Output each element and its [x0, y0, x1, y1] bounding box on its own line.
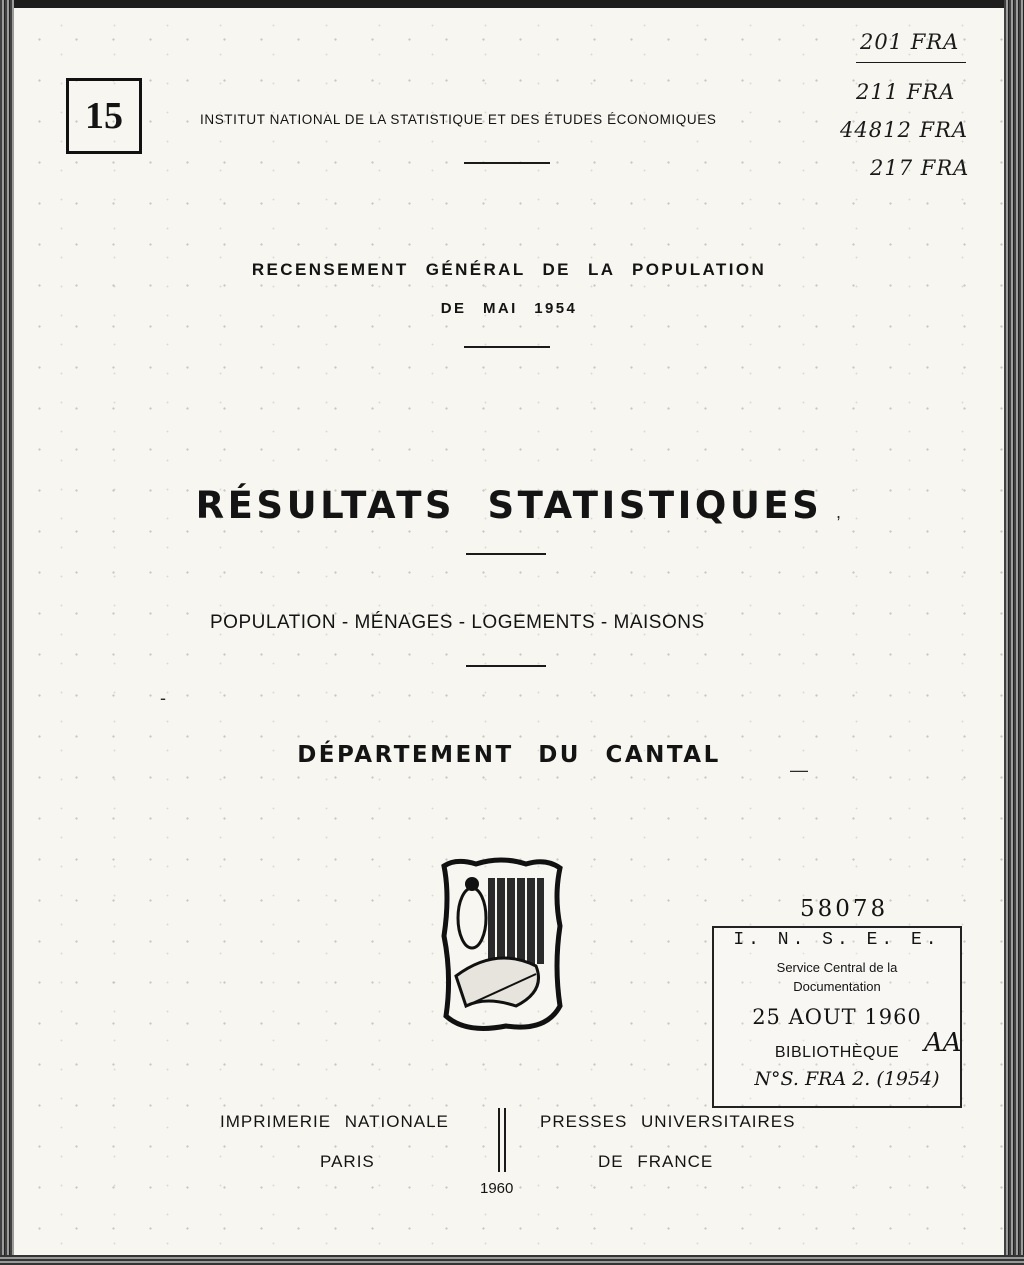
- publisher-emblem: [436, 856, 566, 1036]
- stamp-library: BIBLIOTHÈQUE: [774, 1044, 900, 1061]
- publisher-left-line2: PARIS: [320, 1152, 375, 1171]
- scan-edge-bottom: [0, 1255, 1024, 1265]
- publisher-left-line1: IMPRIMERIE NATIONALE: [220, 1112, 449, 1131]
- publisher-separator-left: [498, 1108, 500, 1172]
- scan-edge-right: [1004, 0, 1024, 1265]
- shelf-mark-4: 217 FRA: [870, 156, 970, 180]
- publisher-separator-right: [504, 1108, 506, 1172]
- stamp-initials: AA: [924, 1028, 962, 1058]
- stamp-service-line1: Service Central de la: [776, 960, 898, 975]
- shelf-mark-2: 211 FRA: [856, 80, 956, 104]
- census-title-line2: DE MAI 1954: [440, 300, 578, 317]
- stray-mark: -: [160, 688, 166, 708]
- publisher-right-line1: PRESSES UNIVERSITAIRES: [540, 1112, 796, 1131]
- stray-mark: —: [790, 760, 808, 780]
- shelf-mark-underline: [856, 62, 966, 63]
- stray-mark: ,: [836, 502, 842, 522]
- library-stamp: [712, 926, 962, 1108]
- accession-number: 58078: [800, 896, 889, 922]
- stamp-service-line2: Documentation: [793, 979, 881, 994]
- stamp-call-number: N°S. FRA 2. (1954): [754, 1068, 940, 1090]
- institute-name: INSTITUT NATIONAL DE LA STATISTIQUE ET DES ÉTUDES ÉCONOMIQUES: [200, 112, 717, 127]
- stamp-org: I. N. S. E. E.: [733, 930, 941, 950]
- subjects-line: POPULATION - MÉNAGES - LOGEMENTS - MAISONS: [210, 612, 705, 633]
- department-title: DÉPARTEMENT DU CANTAL: [297, 742, 721, 768]
- divider-1: [464, 162, 550, 164]
- department-number: 15: [85, 95, 123, 137]
- stamp-date: 25 AOUT 1960: [752, 1005, 922, 1029]
- census-title-line1: RECENSEMENT GÉNÉRAL DE LA POPULATION: [251, 260, 767, 279]
- publication-year: 1960: [480, 1180, 514, 1197]
- shelf-mark-1: 201 FRA: [860, 30, 960, 54]
- scan-edge-left: [0, 0, 14, 1265]
- main-title: RÉSULTATS STATISTIQUES: [195, 484, 823, 527]
- department-number-box: [66, 78, 142, 154]
- divider-2: [464, 346, 550, 348]
- publisher-right-line2: DE FRANCE: [598, 1152, 714, 1171]
- shelf-mark-3: 44812 FRA: [840, 118, 969, 142]
- divider-3: [466, 553, 546, 555]
- document-page: [14, 8, 1004, 1258]
- divider-4: [466, 665, 546, 667]
